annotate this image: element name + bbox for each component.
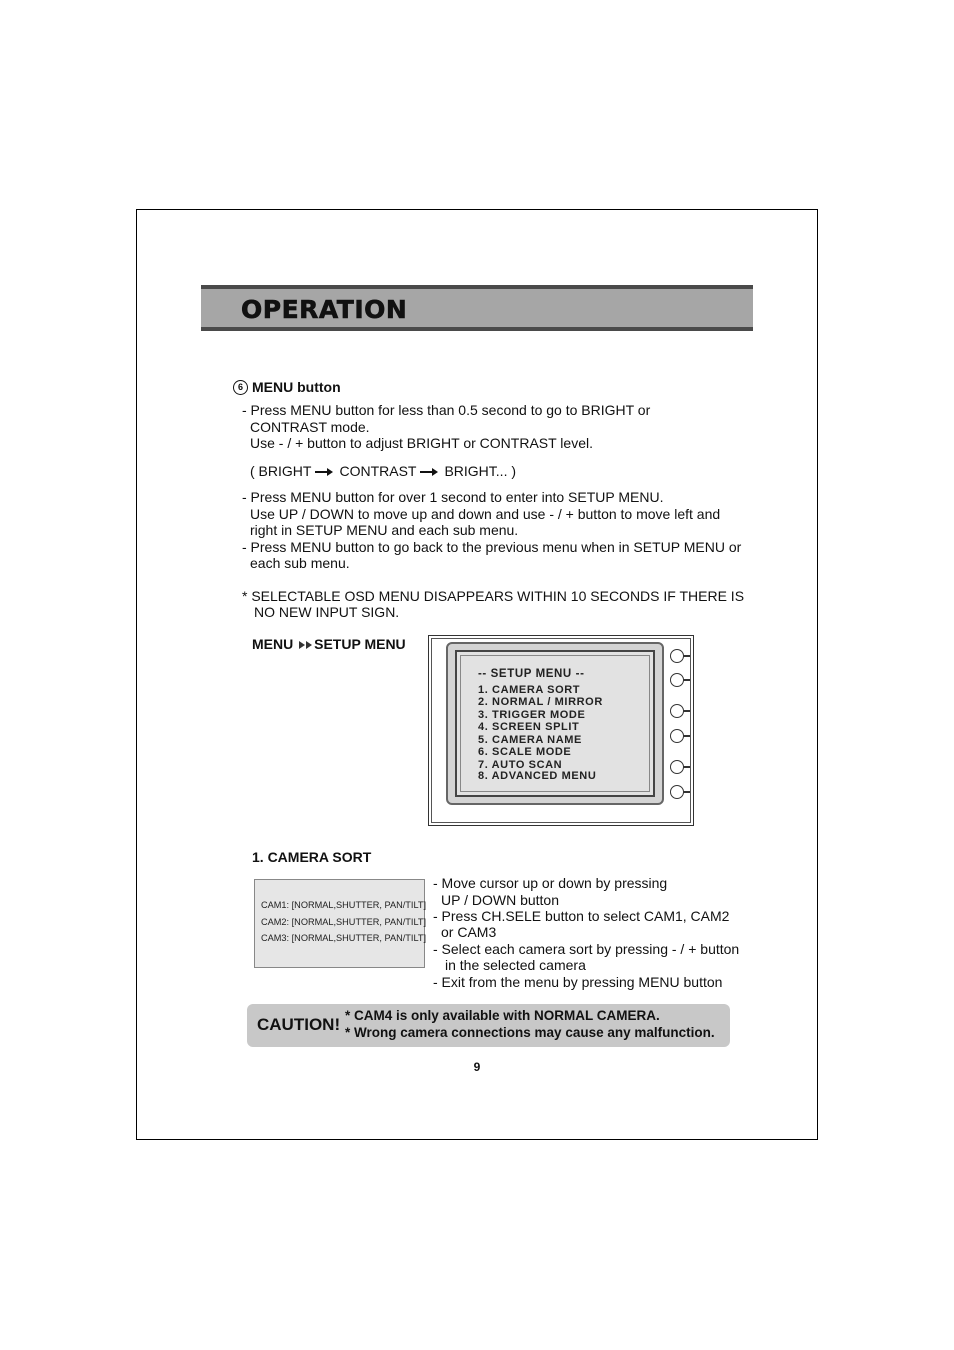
camera-sort-instr-4: or CAM3 xyxy=(441,924,497,940)
monitor-button-icon xyxy=(670,785,684,799)
menu-path-start: MENU xyxy=(252,636,294,652)
menu-path xyxy=(252,636,406,653)
camera-sort-instr-2: UP / DOWN button xyxy=(441,892,560,908)
double-arrow-icon xyxy=(299,640,313,650)
bright-contrast-cycle xyxy=(250,463,516,480)
cycle-start: ( BRIGHT xyxy=(250,463,312,479)
page-number: 9 xyxy=(473,1060,481,1074)
cycle-middle: CONTRAST xyxy=(339,463,417,479)
setup-menu-item-3: 3. TRIGGER MODE xyxy=(478,709,586,721)
setup-menu-item-5: 5. CAMERA NAME xyxy=(478,734,582,746)
caution-line-1: * CAM4 is only available with NORMAL CAMERA. xyxy=(345,1008,660,1023)
osd-note-line1: * SELECTABLE OSD MENU DISAPPEARS WITHIN 10 SECONDS IF THERE IS xyxy=(242,588,745,604)
para2-line2: Use UP / DOWN to move up and down and use - / + button to move left and xyxy=(250,506,721,522)
camera-sort-instr-1: - Move cursor up or down by pressing xyxy=(433,875,668,891)
para2-line1: - Press MENU button for over 1 second to enter into SETUP MENU. xyxy=(242,489,664,505)
para2-line5: each sub menu. xyxy=(250,555,350,571)
setup-menu-title: -- SETUP MENU -- xyxy=(478,668,585,680)
cycle-end: BRIGHT... ) xyxy=(444,463,517,479)
monitor-button-icon xyxy=(670,729,684,743)
setup-menu-item-1: 1. CAMERA SORT xyxy=(478,684,581,696)
caution-line-2: * Wrong camera connections may cause any malfunction. xyxy=(345,1025,715,1040)
para1-line2: CONTRAST mode. xyxy=(250,419,370,435)
para2-line4: - Press MENU button to go back to the previous menu when in SETUP MENU or xyxy=(242,539,742,555)
page-title: OPERATION xyxy=(241,295,408,324)
cam3-line: CAM3: [NORMAL,SHUTTER, PAN/TILT] xyxy=(261,933,427,943)
camera-sort-instr-3: - Press CH.SELE button to select CAM1, CAM2 xyxy=(433,908,730,924)
setup-menu-item-4: 4. SCREEN SPLIT xyxy=(478,721,580,733)
camera-sort-instr-5: - Select each camera sort by pressing - / + button xyxy=(433,941,740,957)
para1-line1: - Press MENU button for less than 0.5 second to go to BRIGHT or xyxy=(242,402,651,418)
para1-line3: Use - / + button to adjust BRIGHT or CONTRAST level. xyxy=(250,435,593,451)
setup-menu-item-7: 7. AUTO SCAN xyxy=(478,759,563,771)
para2-line3: right in SETUP MENU and each sub menu. xyxy=(250,522,519,538)
camera-sort-instr-6: in the selected camera xyxy=(445,957,586,973)
caution-box xyxy=(247,1004,730,1047)
monitor-button-icon xyxy=(670,649,684,663)
setup-menu-item-8: 8. ADVANCED MENU xyxy=(478,770,597,782)
circled-number-icon: 6 xyxy=(233,380,248,395)
monitor-button-icon xyxy=(670,760,684,774)
camera-sort-heading: 1. CAMERA SORT xyxy=(252,849,372,865)
osd-note-line2: NO NEW INPUT SIGN. xyxy=(254,604,400,620)
menu-button-heading xyxy=(233,379,341,396)
cam2-line: CAM2: [NORMAL,SHUTTER, PAN/TILT] xyxy=(261,917,427,927)
arrow-right-icon xyxy=(315,471,329,473)
section-banner xyxy=(201,285,753,331)
cam1-line: CAM1: [NORMAL,SHUTTER, PAN/TILT] xyxy=(261,900,427,910)
monitor-button-icon xyxy=(670,704,684,718)
caution-label: CAUTION! xyxy=(257,1015,341,1034)
menu-path-end: SETUP MENU xyxy=(314,636,406,652)
menu-heading-text: MENU button xyxy=(252,379,341,395)
monitor-button-icon xyxy=(670,673,684,687)
setup-menu-item-2: 2. NORMAL / MIRROR xyxy=(478,696,603,708)
setup-menu-item-6: 6. SCALE MODE xyxy=(478,746,572,758)
camera-sort-instr-7: - Exit from the menu by pressing MENU button xyxy=(433,974,723,990)
arrow-right-icon xyxy=(420,471,434,473)
